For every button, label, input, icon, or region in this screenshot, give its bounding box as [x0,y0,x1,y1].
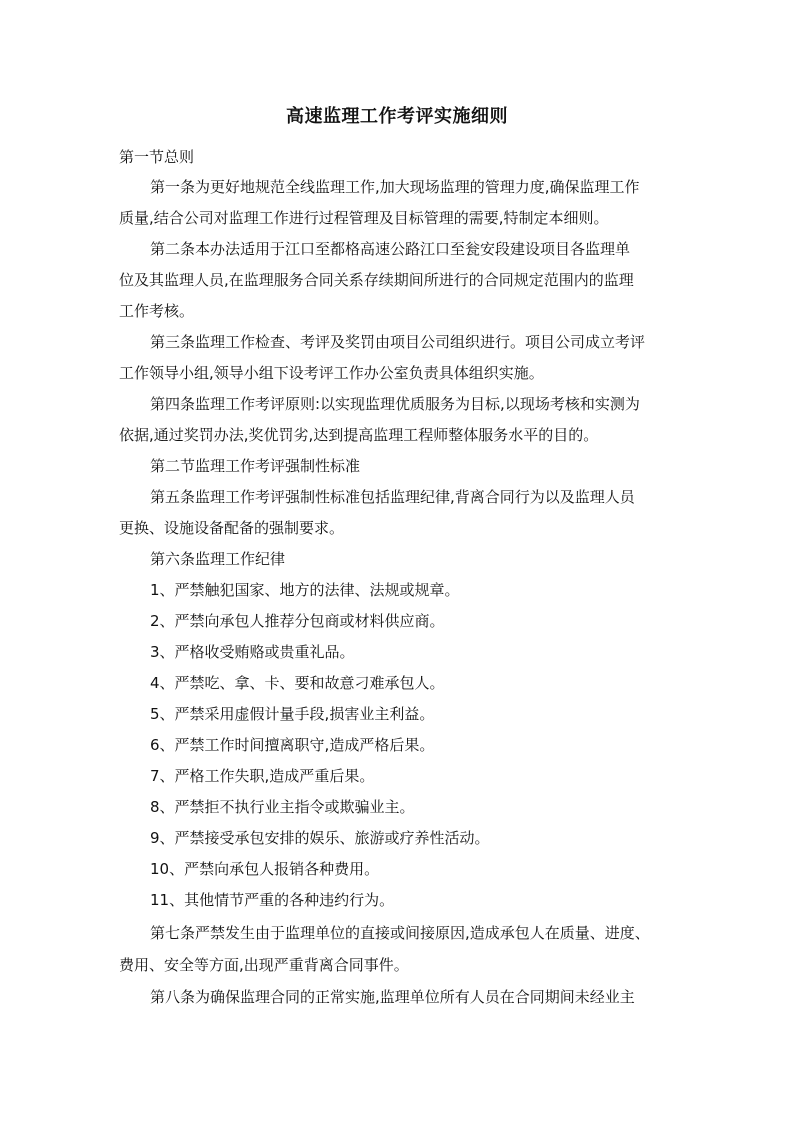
list-item: 8、严禁拒不执行业主指令或欺骗业主。 [150,798,415,816]
list-item: 10、严禁向承包人报销各种费用。 [150,860,380,878]
article-2-line-2: 位及其监理人员,在监理服务合同关系存续期间所进行的合同规定范围内的监理 [119,271,634,289]
list-item: 1、严禁触犯国家、地方的法律、法规或规章。 [150,581,460,599]
article-5-line-1: 第五条监理工作考评强制性标准包括监理纪律,背离合同行为以及监理人员 [150,488,635,506]
list-item: 11、其他情节严重的各种违约行为。 [150,891,395,909]
article-8-line-1: 第八条为确保监理合同的正常实施,监理单位所有人员在合同期间未经业主 [150,988,635,1006]
article-2-line-1: 第二条本办法适用于江口至都格高速公路江口至瓮安段建设项目各监理单 [150,240,631,258]
article-7-line-2: 费用、安全等方面,出现严重背离合同事件。 [119,956,409,974]
list-item: 2、严禁向承包人推荐分包商或材料供应商。 [150,612,445,630]
list-item: 6、严禁工作时间擅离职守,造成严格后果。 [150,736,435,754]
article-1-line-1: 第一条为更好地规范全线监理工作,加大现场监理的管理力度,确保监理工作 [150,178,640,196]
article-1-line-2: 质量,结合公司对监理工作进行过程管理及目标管理的需要,特制定本细则。 [119,209,609,227]
article-3-line-2: 工作领导小组,领导小组下设考评工作办公室负责具体组织实施。 [119,364,544,382]
list-item: 9、严禁接受承包安排的娱乐、旅游或疗养性活动。 [150,829,490,847]
article-5-line-2: 更换、设施设备配备的强制要求。 [119,519,345,537]
article-6-heading: 第六条监理工作纪律 [150,550,286,568]
list-item: 3、严格收受贿赂或贵重礼品。 [150,643,355,661]
article-4-line-2: 依据,通过奖罚办法,奖优罚劣,达到提高监理工程师整体服务水平的目的。 [119,426,599,444]
article-7-line-1: 第七条严禁发生由于监理单位的直接或间接原因,造成承包人在质量、进度、 [150,924,650,942]
article-2-line-3: 工作考核。 [119,302,195,320]
section-heading-standards: 第二节监理工作考评强制性标准 [150,457,361,475]
section-heading-general: 第一节总则 [119,148,195,166]
article-4-line-1: 第四条监理工作考评原则:以实现监理优质服务为目标,以现场考核和实测为 [150,395,640,413]
document-title: 高速监理工作考评实施细则 [286,106,508,127]
list-item: 5、严禁采用虚假计量手段,损害业主利益。 [150,705,435,723]
list-item: 4、严禁吃、拿、卡、要和故意刁难承包人。 [150,674,445,692]
list-item: 7、严格工作失职,造成严重后果。 [150,767,375,785]
article-3-line-1: 第三条监理工作检查、考评及奖罚由项目公司组织进行。项目公司成立考评 [150,333,646,351]
